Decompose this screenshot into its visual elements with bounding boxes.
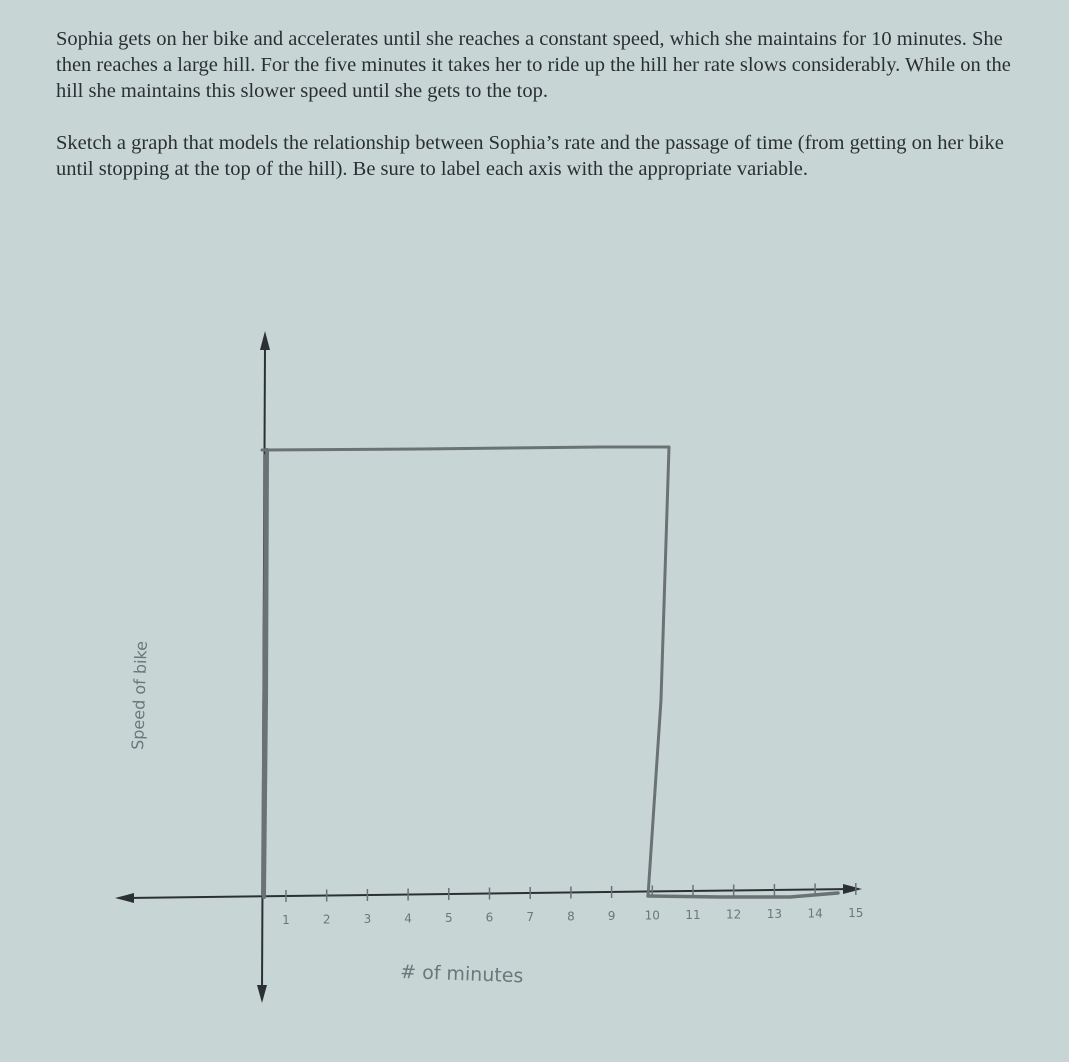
x-tick-label: 6 [485,910,494,925]
y-axis-arrow-down [257,985,267,1003]
x-tick-label: 1 [282,913,290,928]
x-axis-label: # of minutes [399,961,524,988]
problem-paragraph-2: Sketch a graph that models the relationship between Sophia’s rate and the passage of time (from getting on her bike until stopping at the top of the hill). Be sure to label each axis with the appropriate variable. [56,132,1004,180]
y-axis-arrow-up [260,331,270,350]
x-tick-label: 15 [848,905,864,920]
x-tick-label: 12 [726,907,742,922]
x-tick-label: 5 [444,910,453,925]
sketch-drop-line [648,447,669,896]
x-tick-label: 7 [526,909,535,924]
x-tick-label: 8 [567,909,575,924]
speed-sketch [262,447,838,897]
x-tick-label: 4 [404,911,412,926]
sketch-constant-speed-line [262,447,669,450]
x-tick-label: 10 [644,908,660,923]
y-axis-label: Speed of bike [128,640,151,751]
x-tick-label: 11 [685,907,701,922]
x-tick-label: 9 [607,908,616,923]
x-tick-label: 14 [807,906,823,921]
sketch-hill-line [648,893,838,897]
x-tick-label: 2 [322,912,331,927]
x-tick-label: 3 [363,911,372,926]
x-tick-label: 13 [766,906,783,921]
x-axis-arrow-left [115,893,134,903]
x-axis-arrow-right [843,884,862,894]
problem-paragraph-1: Sophia gets on her bike and accelerates until she reaches a constant speed, which she maintains for 10 minutes. She then reaches a large hill. For the five minutes it takes her to ride up the hill her rate slows considerably. While on the hill she maintains this slower speed until she gets to the top. [56,28,1011,102]
